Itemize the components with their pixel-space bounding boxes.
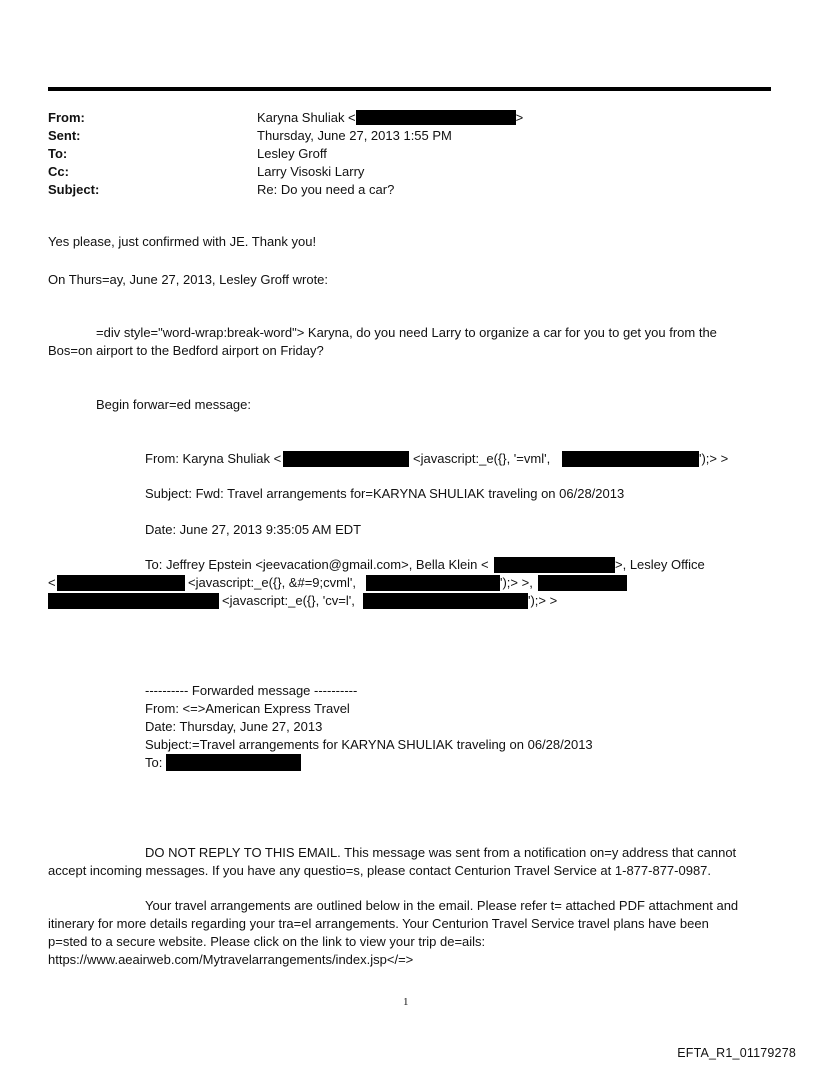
from-close: > (515, 110, 524, 125)
subject-value: Re: Do you need a car? (257, 182, 395, 197)
subject-label: Subject: (48, 182, 100, 197)
fm-to: To: (145, 755, 163, 770)
sent-label: Sent: (48, 128, 81, 143)
fwd-to-line2-end: ');> >, (500, 575, 533, 590)
fm-divider: ---------- Forwarded message ---------- (145, 683, 358, 698)
redaction-box (57, 575, 185, 591)
travel-line-4: https://www.aeairweb.com/Mytravelarrangements/index.jsp</=> (48, 952, 414, 967)
fwd-to-line1-b: >, Lesley Office (615, 557, 705, 572)
quoted-line-1: =div style="word-wrap:break-word"> Karyna, do you need Larry to organize a car for you to get you from the (96, 325, 717, 340)
redaction-box (538, 575, 627, 591)
fwd-from-js: <javascript:_e({}, '=vml', (413, 451, 551, 466)
from-value (257, 110, 523, 125)
redaction-box (494, 557, 615, 573)
fm-from: From: <=>American Express Travel (145, 701, 350, 716)
fwd-to-line1-a: To: Jeffrey Epstein <jeevacation@gmail.com>, Bella Klein < (145, 557, 489, 572)
fm-subject: Subject:=Travel arrangements for KARYNA SHULIAK traveling on 06/28/2013 (145, 737, 593, 752)
notice-line-1: DO NOT REPLY TO THIS EMAIL. This message was sent from a notification on=y address that cannot (145, 845, 737, 860)
reply-text: Yes please, just confirmed with JE. Thank you! (48, 234, 317, 249)
fwd-from-end: ');> > (699, 451, 729, 466)
fm-date: Date: Thursday, June 27, 2013 (145, 719, 323, 734)
fwd-from-prefix: From: Karyna Shuliak < (145, 451, 282, 466)
to-value: Lesley Groff (257, 146, 327, 161)
begin-forward-line: Begin forwar=ed message: (96, 397, 252, 412)
page-number: 1 (403, 996, 409, 1008)
redaction-box (166, 754, 301, 771)
redaction-box (366, 575, 500, 591)
fwd-date: Date: June 27, 2013 9:35:05 AM EDT (145, 522, 362, 537)
travel-line-2: itinerary for more details regarding your tra=el arrangements. Your Centurion Travel Service travel plans have been (48, 916, 709, 931)
fwd-to-line2-js: <javascript:_e({}, &#=9;cvml', (188, 575, 356, 590)
redaction-box (363, 593, 528, 609)
sent-value: Thursday, June 27, 2013 1:55 PM (257, 128, 452, 143)
header-rule (48, 87, 771, 91)
cc-value: Larry Visoski Larry (257, 164, 365, 179)
fwd-to-line3-js: <javascript:_e({}, 'cv=l', (222, 593, 355, 608)
fwd-to-line3-end: ');> > (528, 593, 558, 608)
quoted-line-2: Bos=on airport to the Bedford airport on Friday? (48, 343, 324, 358)
notice-line-2: accept incoming messages. If you have any questio=s, please contact Centurion Travel Service at 1-877-877-0987. (48, 863, 712, 878)
redaction-box (48, 593, 219, 609)
fwd-to-line2-lt: < (48, 575, 56, 590)
redaction-box (283, 451, 409, 467)
travel-line-1: Your travel arrangements are outlined below in the email. Please refer t= attached PDF attachment and (145, 898, 739, 913)
on-wrote-line: On Thurs=ay, June 27, 2013, Lesley Groff wrote: (48, 272, 329, 287)
fwd-subject: Subject: Fwd: Travel arrangements for=KARYNA SHULIAK traveling on 06/28/2013 (145, 486, 625, 501)
from-label: From: (48, 110, 85, 125)
redaction-box (562, 451, 699, 467)
to-label: To: (48, 146, 68, 161)
bates-number: EFTA_R1_01179278 (677, 1046, 796, 1060)
redaction-box (356, 110, 516, 125)
travel-line-3: p=sted to a secure website. Please click on the link to view your trip de=ails: (48, 934, 486, 949)
cc-label: Cc: (48, 164, 69, 179)
from-name: Karyna Shuliak < (257, 110, 356, 125)
